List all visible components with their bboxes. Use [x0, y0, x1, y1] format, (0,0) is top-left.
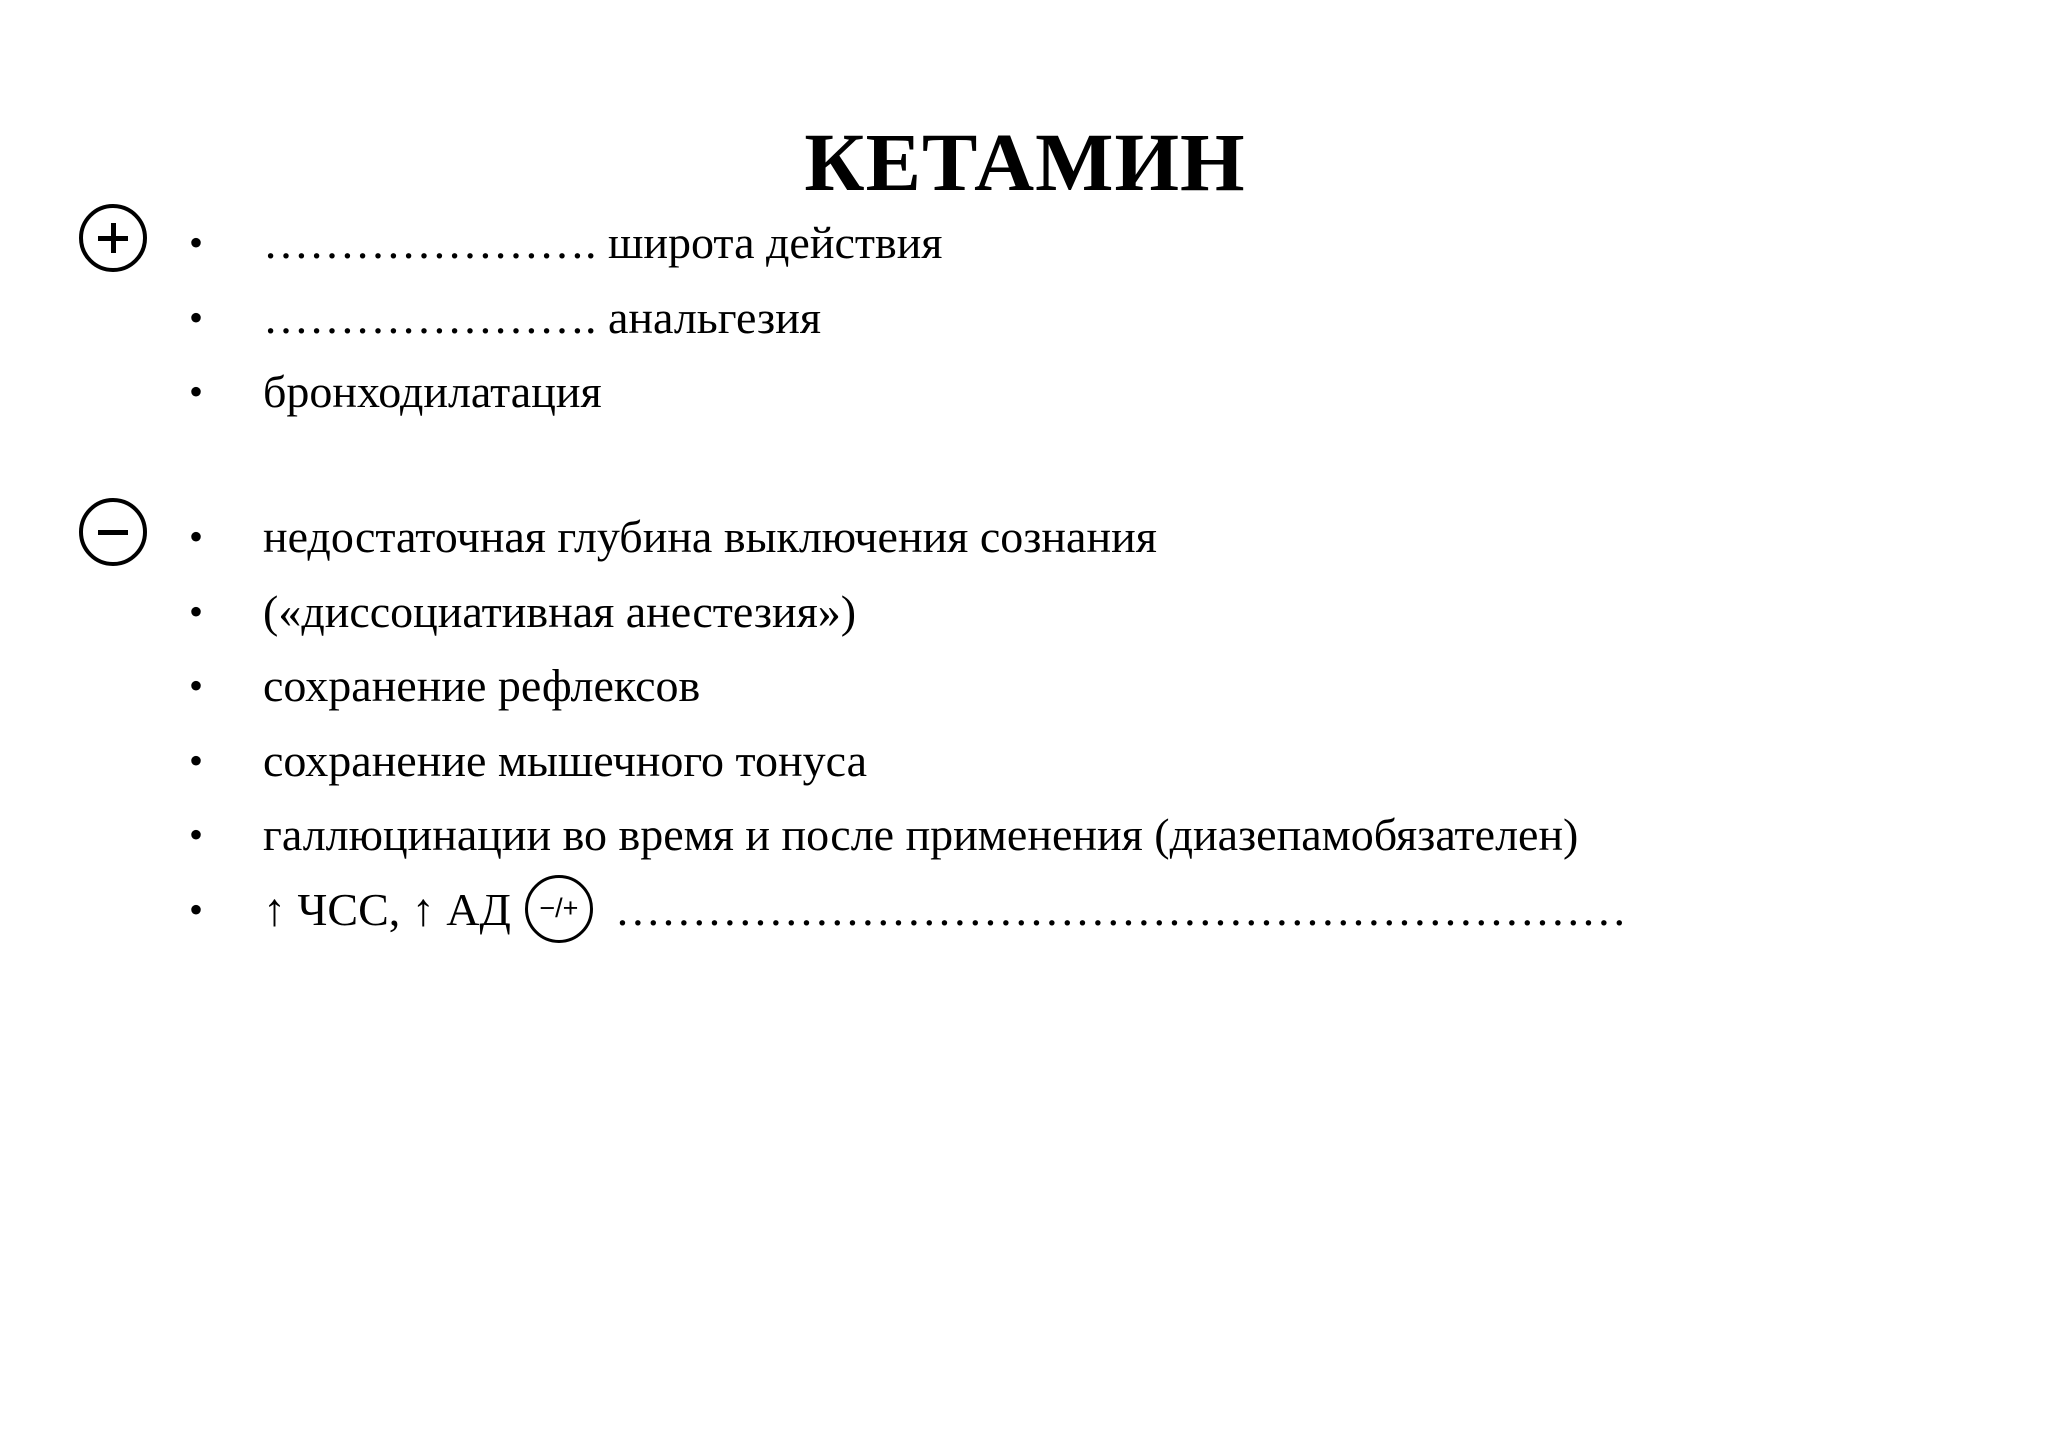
list-item-text: бронходилатация [263, 366, 602, 417]
hemodynamics-text: ↑ ЧСС, ↑ АД [263, 883, 511, 935]
list-item-text [263, 878, 1627, 943]
list-item-text: («диссоциативная анестезия») [263, 585, 857, 637]
bullet: • [189, 294, 204, 340]
list-item-text: сохранение рефлексов [263, 660, 701, 711]
bullet: • [189, 220, 204, 265]
minus-circle-icon [79, 498, 147, 566]
bullet: • [189, 369, 204, 414]
bullet: • [189, 588, 204, 634]
list-item-text: …………………. широта действия [263, 217, 943, 268]
bullet: • [189, 812, 204, 857]
list-item-text: сохранение мышечного тонуса [263, 734, 868, 786]
list-item-text: …………………. анальгезия [263, 291, 821, 343]
list-item-text: недостаточная глубина выключения сознания [263, 511, 1157, 562]
minus-plus-circle-icon: −/+ [525, 875, 593, 943]
plus-circle-icon [79, 204, 147, 272]
bullet: • [189, 737, 204, 783]
list-item-text: галлюцинации во время и после применения (диазепамобязателен) [263, 809, 1579, 860]
bullet: • [189, 886, 204, 932]
bullet: • [189, 514, 204, 559]
blank-dots: ………………………………………………………… [614, 883, 1627, 935]
bullet: • [189, 663, 204, 708]
page-title: КЕТАМИН [804, 115, 1246, 208]
